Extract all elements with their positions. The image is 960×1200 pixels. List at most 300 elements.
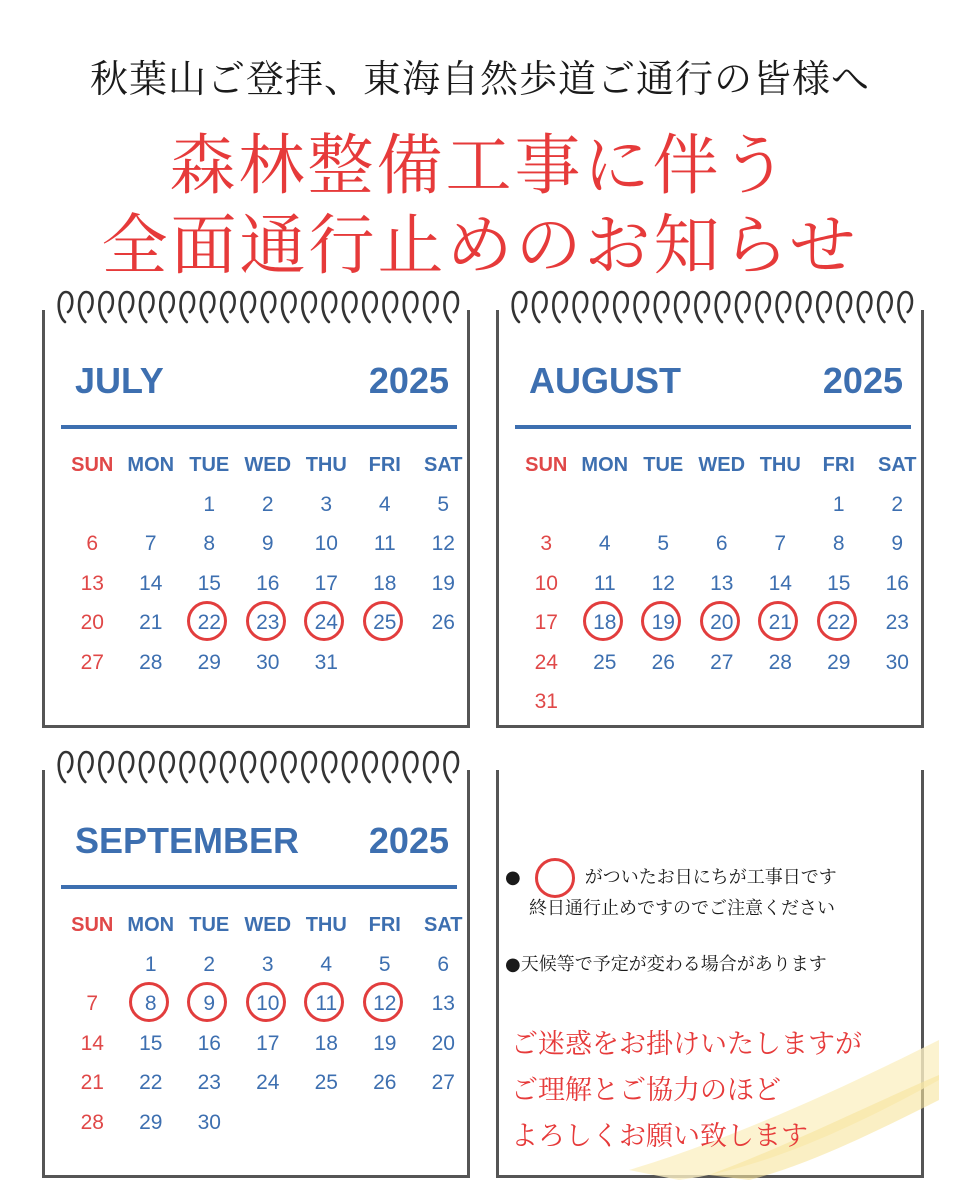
weekday-header: FRI	[368, 914, 401, 936]
binding-ring	[614, 292, 628, 322]
calendar-day	[751, 529, 810, 569]
day-number: 6	[437, 952, 450, 976]
calendar-header-rule	[515, 425, 911, 429]
day-number: 10	[534, 571, 558, 595]
calendar-day	[356, 989, 415, 1029]
calendar-grid	[63, 450, 473, 687]
note-weather: ●天候等で予定が変わる場合があります	[505, 954, 827, 975]
binding-ring	[404, 292, 418, 322]
day-number: 22	[197, 611, 221, 634]
binding-ring	[594, 292, 608, 322]
calendar-day	[414, 569, 473, 609]
day-number: 27	[431, 1071, 455, 1094]
calendar-day	[517, 687, 576, 727]
binding-ring	[221, 752, 235, 782]
spiral-binding-icon	[55, 288, 461, 328]
calendar-day	[297, 608, 356, 648]
calendar-day	[517, 608, 576, 648]
binding-ring	[817, 292, 831, 322]
calendar-september	[42, 770, 470, 1178]
day-number: 2	[891, 492, 904, 516]
empty-day	[634, 490, 693, 530]
weekday-header: SAT	[877, 454, 917, 476]
day-number: 31	[314, 650, 338, 674]
day-number: 24	[314, 611, 338, 634]
binding-ring	[444, 752, 458, 782]
calendar-day	[356, 608, 415, 648]
calendar-day	[239, 490, 298, 530]
day-number: 17	[314, 571, 338, 595]
binding-ring	[513, 292, 527, 322]
binding-ring	[363, 752, 377, 782]
binding-ring	[424, 292, 438, 322]
calendar-day	[239, 608, 298, 648]
day-number: 25	[373, 611, 397, 634]
calendar-day	[517, 569, 576, 609]
apology-line3: よろしくお願い致します	[511, 1121, 808, 1152]
weekday-header: MON	[127, 914, 175, 936]
binding-ring	[99, 292, 113, 322]
day-number: 15	[827, 571, 851, 595]
day-number: 30	[256, 650, 280, 674]
calendar-august	[496, 310, 924, 728]
note-bullet: ●	[505, 867, 521, 888]
empty-day	[63, 490, 122, 530]
weekday-header: WED	[698, 454, 746, 476]
day-number: 1	[832, 492, 845, 516]
calendar-day	[693, 648, 752, 688]
notice-title-line1: 森林整備工事に伴う	[169, 127, 791, 204]
day-number: 15	[197, 571, 221, 595]
calendar-day	[180, 529, 239, 569]
day-number: 1	[144, 952, 157, 976]
calendar-header-rule	[61, 885, 457, 889]
day-number: 24	[256, 1071, 280, 1094]
binding-ring	[343, 292, 357, 322]
calendar-day	[180, 648, 239, 688]
day-number: 3	[320, 492, 333, 516]
calendar-day	[810, 648, 869, 688]
day-number: 16	[885, 571, 909, 595]
calendar-day	[634, 608, 693, 648]
binding-ring	[797, 292, 811, 322]
day-number: 24	[534, 650, 558, 674]
circle-marker-icon	[535, 858, 575, 898]
day-number: 5	[437, 492, 450, 516]
calendar-day	[414, 1029, 473, 1069]
calendar-day	[634, 648, 693, 688]
weekday-header: FRI	[368, 454, 401, 476]
binding-ring	[323, 292, 337, 322]
day-number: 31	[534, 690, 558, 713]
day-number: 5	[378, 952, 391, 976]
calendar-day	[63, 989, 122, 1029]
binding-ring	[160, 292, 174, 322]
day-number: 10	[314, 532, 338, 555]
calendar-day	[414, 989, 473, 1029]
note-work-day	[505, 858, 837, 898]
empty-day	[63, 950, 122, 990]
day-number: 19	[651, 611, 675, 634]
calendar-day	[297, 1029, 356, 1069]
day-number: 28	[139, 650, 163, 674]
binding-ring	[79, 752, 93, 782]
calendar-day	[297, 529, 356, 569]
binding-ring	[282, 752, 296, 782]
calendar-day	[239, 1068, 298, 1108]
binding-ring	[140, 752, 154, 782]
binding-ring	[655, 292, 669, 322]
calendar-day	[63, 608, 122, 648]
binding-ring	[878, 292, 892, 322]
calendar-day	[63, 569, 122, 609]
day-number: 6	[715, 532, 728, 555]
day-number: 14	[768, 571, 792, 595]
calendar-day	[751, 648, 810, 688]
calendar-month: SEPTEMBER	[75, 820, 300, 861]
empty-day	[751, 490, 810, 530]
day-number: 11	[593, 571, 616, 595]
binding-ring	[59, 752, 73, 782]
weekday-header: SUN	[71, 454, 114, 476]
binding-ring	[140, 292, 154, 322]
day-number: 20	[710, 611, 734, 634]
note-work-day-text: がついたお日にちが工事日です	[584, 867, 837, 888]
weekday-header: THU	[759, 454, 801, 476]
work-day-circle	[363, 601, 403, 641]
weekday-header: TUE	[643, 454, 684, 476]
binding-ring	[302, 752, 316, 782]
calendar-day	[576, 529, 635, 569]
calendar-day	[634, 529, 693, 569]
binding-ring	[838, 292, 852, 322]
day-number: 21	[768, 611, 792, 634]
work-day-circle	[817, 601, 857, 641]
weekday-header: MON	[127, 454, 175, 476]
day-number: 9	[891, 532, 904, 555]
day-number: 12	[651, 571, 675, 595]
binding-ring	[79, 292, 93, 322]
day-number: 18	[314, 1031, 338, 1055]
work-day-circle	[758, 601, 798, 641]
binding-ring	[898, 292, 912, 322]
binding-ring	[384, 292, 398, 322]
day-number: 7	[774, 532, 787, 555]
calendar-day	[356, 490, 415, 530]
calendar-day	[239, 648, 298, 688]
binding-ring	[120, 752, 134, 782]
calendar-day	[180, 1068, 239, 1108]
calendar-day	[297, 648, 356, 688]
apology-line2: ご理解とご協力のほど	[511, 1075, 781, 1106]
calendar-day	[414, 1068, 473, 1108]
weekday-header: TUE	[189, 454, 230, 476]
notice-title-line2: 全面通行止めのお知らせ	[101, 207, 859, 284]
day-number: 6	[86, 532, 99, 555]
day-number: 25	[314, 1071, 338, 1094]
calendar-day	[810, 490, 869, 530]
binding-ring	[756, 292, 770, 322]
binding-ring	[777, 292, 791, 322]
calendar-day	[239, 1029, 298, 1069]
calendar-day	[180, 1108, 239, 1148]
calendar-day	[576, 608, 635, 648]
day-number: 16	[256, 571, 280, 595]
binding-ring	[404, 752, 418, 782]
calendar-grid	[517, 450, 927, 727]
calendar-header-rule	[61, 425, 457, 429]
day-number: 29	[197, 650, 221, 674]
binding-ring	[323, 752, 337, 782]
day-number: 26	[373, 1071, 397, 1094]
binding-ring	[444, 292, 458, 322]
day-number: 3	[261, 952, 274, 976]
day-number: 3	[540, 532, 553, 555]
weekday-header: SAT	[423, 914, 463, 936]
day-number: 17	[256, 1031, 280, 1055]
calendar-day	[122, 1108, 181, 1148]
day-number: 16	[197, 1031, 221, 1055]
spiral-binding-icon	[55, 748, 461, 788]
calendar-day	[576, 648, 635, 688]
calendar-day	[122, 608, 181, 648]
day-number: 12	[373, 992, 397, 1015]
day-number: 9	[203, 992, 216, 1015]
calendar-day	[868, 569, 927, 609]
weekday-header: WED	[244, 454, 292, 476]
note-closure: 終日通行止めですのでご注意ください	[529, 898, 835, 919]
calendar-day	[868, 648, 927, 688]
day-number: 28	[80, 1110, 104, 1134]
day-number: 20	[431, 1031, 455, 1055]
day-number: 1	[203, 492, 216, 516]
calendar-grid	[63, 910, 473, 1147]
notice-subtitle: 秋葉山ご登拝、東海自然歩道ご通行の皆様へ	[89, 57, 870, 101]
calendar-day	[63, 1068, 122, 1108]
calendar-year: 2025	[368, 360, 449, 401]
binding-ring	[384, 752, 398, 782]
day-number: 23	[256, 611, 280, 634]
day-number: 7	[86, 992, 99, 1015]
binding-ring	[241, 752, 255, 782]
binding-ring	[59, 292, 73, 322]
calendar-day	[122, 529, 181, 569]
day-number: 30	[197, 1110, 221, 1134]
calendar-year: 2025	[822, 360, 903, 401]
calendar-year: 2025	[368, 820, 449, 861]
calendar-day	[693, 529, 752, 569]
work-day-circle	[304, 982, 344, 1022]
day-number: 5	[657, 532, 670, 555]
day-number: 21	[139, 611, 163, 634]
calendar-day	[180, 989, 239, 1029]
binding-ring	[635, 292, 649, 322]
weekday-header: TUE	[189, 914, 230, 936]
binding-ring	[120, 292, 134, 322]
calendar-day	[414, 608, 473, 648]
day-number: 2	[261, 492, 274, 516]
binding-ring	[675, 292, 689, 322]
day-number: 22	[827, 611, 851, 634]
calendar-day	[180, 1029, 239, 1069]
weekday-header: SUN	[71, 914, 114, 936]
binding-ring	[343, 752, 357, 782]
calendar-day	[239, 989, 298, 1029]
binding-ring	[858, 292, 872, 322]
calendar-day	[297, 1068, 356, 1108]
day-number: 19	[373, 1031, 397, 1055]
binding-ring	[201, 752, 215, 782]
spiral-binding-icon	[509, 288, 915, 328]
day-number: 7	[144, 532, 157, 555]
work-day-circle	[700, 601, 740, 641]
day-number: 25	[593, 650, 617, 674]
day-number: 15	[139, 1031, 163, 1055]
calendar-day	[122, 569, 181, 609]
calendar-month: AUGUST	[529, 360, 681, 401]
notes-panel	[496, 770, 924, 1178]
work-day-circle	[363, 982, 403, 1022]
calendar-day	[297, 490, 356, 530]
day-number: 13	[710, 571, 734, 595]
day-number: 2	[203, 952, 216, 976]
work-day-circle	[641, 601, 681, 641]
weekday-header: WED	[244, 914, 292, 936]
weekday-header: FRI	[822, 454, 855, 476]
day-number: 14	[80, 1031, 104, 1055]
binding-ring	[201, 292, 215, 322]
work-day-circle	[129, 982, 169, 1022]
calendar-day	[356, 1068, 415, 1108]
binding-ring	[262, 752, 276, 782]
day-number: 8	[832, 532, 845, 555]
empty-day	[122, 490, 181, 530]
calendar-day	[810, 529, 869, 569]
calendar-day	[63, 648, 122, 688]
day-number: 19	[431, 571, 455, 595]
binding-ring	[99, 752, 113, 782]
binding-ring	[574, 292, 588, 322]
day-number: 12	[431, 532, 455, 555]
calendar-day	[414, 950, 473, 990]
calendar-day	[180, 490, 239, 530]
day-number: 4	[320, 952, 333, 976]
binding-ring	[533, 292, 547, 322]
work-day-circle	[583, 601, 623, 641]
calendar-day	[180, 608, 239, 648]
binding-ring	[736, 292, 750, 322]
binding-ring	[553, 292, 567, 322]
calendar-day	[122, 1068, 181, 1108]
day-number: 26	[651, 650, 675, 674]
binding-ring	[363, 292, 377, 322]
empty-day	[693, 490, 752, 530]
apology-line1: ご迷惑をお掛けいたしますが	[511, 1029, 862, 1060]
calendar-day	[63, 1108, 122, 1148]
calendar-day	[517, 529, 576, 569]
day-number: 9	[261, 532, 274, 555]
day-number: 23	[885, 611, 909, 634]
calendar-day	[63, 529, 122, 569]
calendar-day	[122, 989, 181, 1029]
day-number: 28	[768, 650, 792, 674]
calendar-day	[517, 648, 576, 688]
weekday-header: SAT	[423, 454, 463, 476]
calendar-day	[356, 1029, 415, 1069]
day-number: 29	[827, 650, 851, 674]
day-number: 13	[431, 992, 455, 1015]
day-number: 14	[139, 571, 163, 595]
day-number: 22	[139, 1071, 163, 1094]
calendar-day	[868, 608, 927, 648]
empty-day	[576, 490, 635, 530]
weekday-header: THU	[305, 914, 347, 936]
work-day-circle	[187, 601, 227, 641]
calendar-day	[122, 1029, 181, 1069]
binding-ring	[282, 292, 296, 322]
binding-ring	[716, 292, 730, 322]
weekday-header: MON	[581, 454, 629, 476]
calendar-day	[868, 529, 927, 569]
day-number: 4	[378, 492, 391, 516]
binding-ring	[262, 292, 276, 322]
day-number: 10	[256, 992, 280, 1015]
calendar-day	[297, 989, 356, 1029]
calendar-day	[122, 648, 181, 688]
binding-ring	[181, 292, 195, 322]
work-day-circle	[304, 601, 344, 641]
day-number: 8	[203, 532, 216, 555]
calendar-day	[239, 529, 298, 569]
binding-ring	[160, 752, 174, 782]
binding-ring	[302, 292, 316, 322]
weekday-header: THU	[305, 454, 347, 476]
weekday-header: SUN	[525, 454, 568, 476]
day-number: 23	[197, 1071, 221, 1094]
binding-ring	[695, 292, 709, 322]
binding-ring	[181, 752, 195, 782]
calendar-day	[810, 608, 869, 648]
work-day-circle	[187, 982, 227, 1022]
day-number: 26	[431, 611, 455, 634]
day-number: 27	[710, 650, 734, 674]
day-number: 4	[598, 532, 611, 555]
calendar-day	[868, 490, 927, 530]
day-number: 21	[80, 1071, 104, 1094]
binding-ring	[241, 292, 255, 322]
empty-day	[517, 490, 576, 530]
day-number: 17	[534, 611, 558, 634]
calendar-day	[414, 529, 473, 569]
binding-ring	[221, 292, 235, 322]
work-day-circle	[246, 601, 286, 641]
calendar-day	[356, 529, 415, 569]
calendar-day	[751, 608, 810, 648]
day-number: 11	[373, 532, 396, 555]
day-number: 20	[80, 611, 104, 634]
day-number: 18	[593, 611, 617, 634]
day-number: 18	[373, 571, 397, 595]
day-number: 8	[144, 992, 157, 1015]
day-number: 29	[139, 1110, 163, 1134]
calendar-july	[42, 310, 470, 728]
calendar-day	[414, 490, 473, 530]
calendar-month: JULY	[75, 360, 164, 401]
calendar-day	[693, 608, 752, 648]
binding-ring	[424, 752, 438, 782]
day-number: 27	[80, 650, 104, 674]
calendar-day	[63, 1029, 122, 1069]
